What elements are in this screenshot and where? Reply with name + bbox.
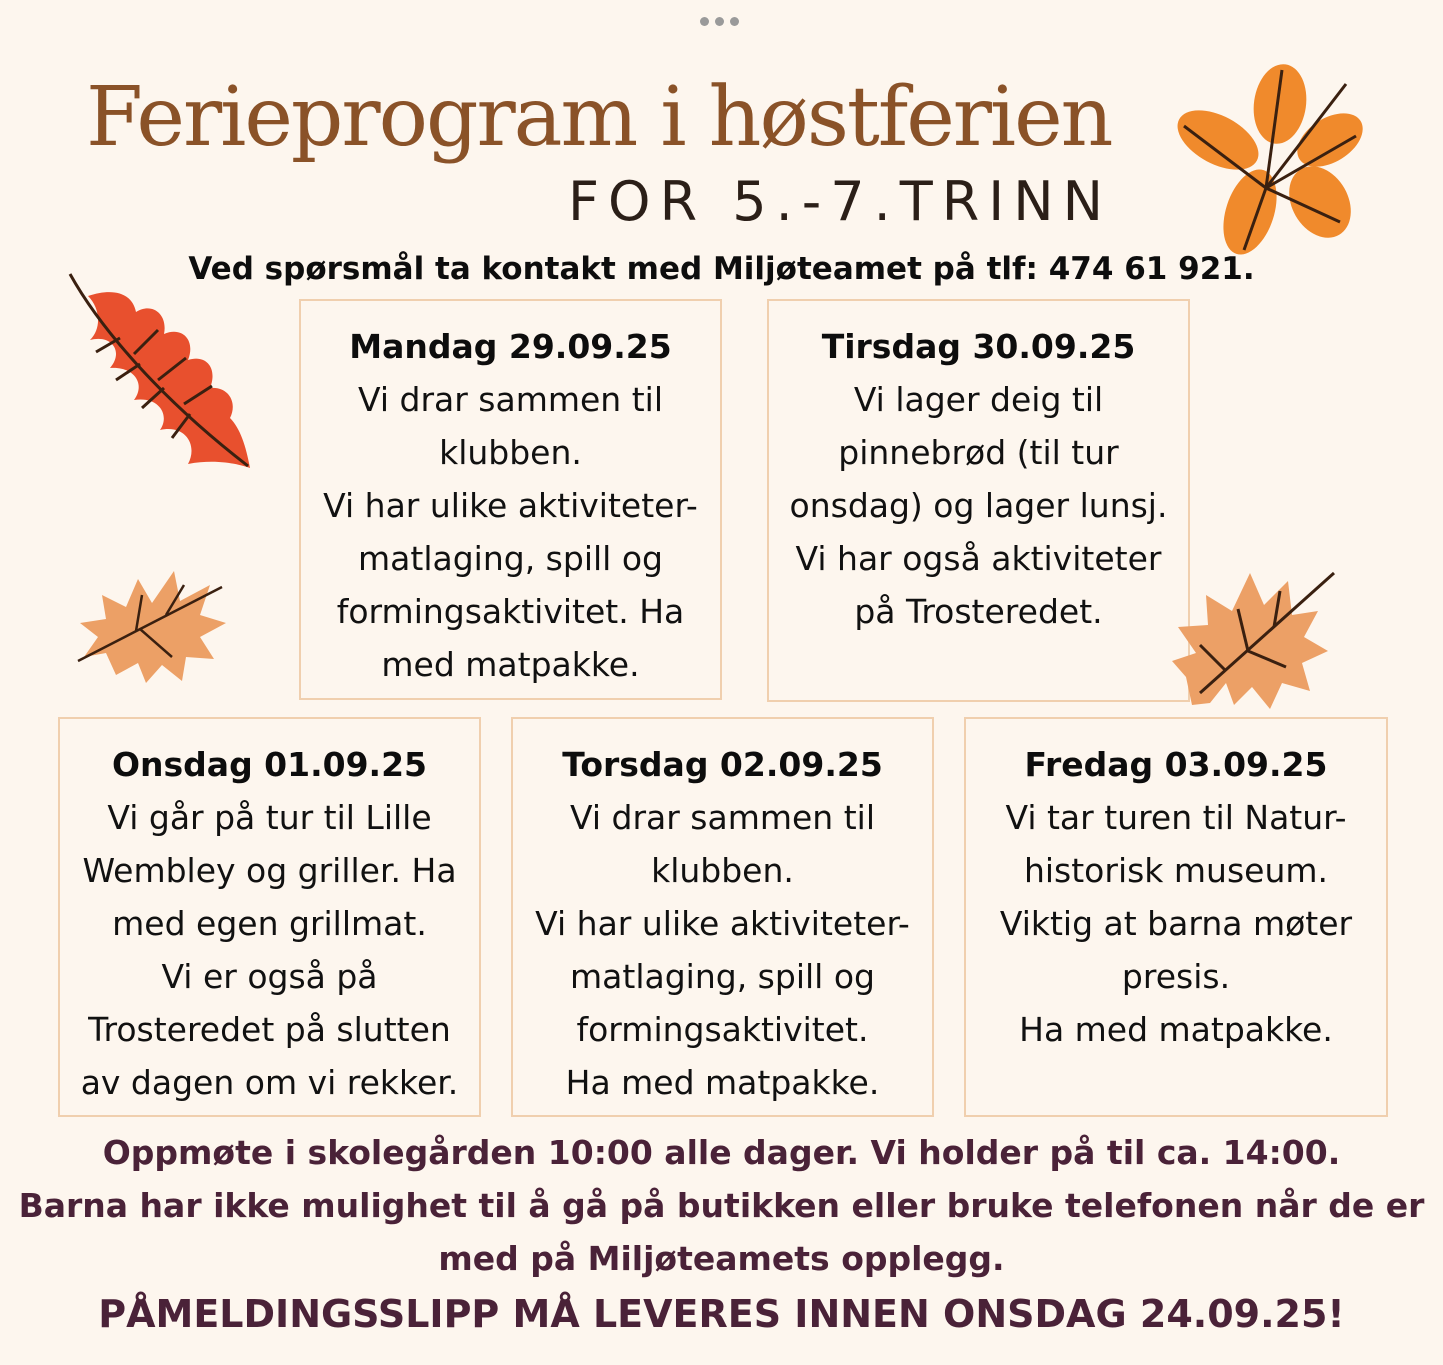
description-line: Vi har ulike aktiviteter-	[323, 486, 698, 525]
signup-deadline: PÅMELDINGSSLIPP MÅ LEVERES INNEN ONSDAG 24.09.25!	[98, 1292, 1345, 1336]
description-line: presis.	[1121, 957, 1231, 996]
description-line: av dagen om vi rekker.	[80, 1063, 459, 1102]
practical-info	[0, 1126, 1443, 1285]
day-description	[769, 373, 1188, 638]
description-line: Ha med matpakke.	[1019, 1010, 1333, 1049]
description-line: formingsaktivitet.	[576, 1010, 869, 1049]
day-card-wednesday	[58, 717, 481, 1117]
description-line: formingsaktivitet. Ha	[336, 592, 685, 631]
day-description	[513, 791, 932, 1109]
description-line: Vi drar sammen til	[570, 798, 875, 837]
orange-leaf-icon	[1170, 62, 1370, 262]
peach-maple-leaf-icon	[1170, 565, 1340, 715]
description-line: pinnebrød (til tur	[838, 433, 1119, 472]
description-line: klubben.	[651, 851, 794, 890]
description-line: på Trosteredet.	[854, 592, 1103, 631]
day-heading: Tirsdag 30.09.25	[821, 327, 1136, 366]
info-line: Barna har ikke mulighet til å gå på butikken eller bruke telefonen når de er	[18, 1186, 1425, 1225]
day-card-friday	[964, 717, 1388, 1117]
description-line: med matpakke.	[381, 645, 640, 684]
contact-info: Ved spørsmål ta kontakt med Miljøteamet på tlf: 474 61 921.	[188, 251, 1255, 287]
description-line: Vi går på tur til Lille	[107, 798, 432, 837]
day-description	[301, 373, 720, 691]
peach-maple-leaf-icon	[76, 565, 231, 685]
description-line: Vi er også på	[161, 957, 378, 996]
description-line: matlaging, spill og	[570, 957, 875, 996]
red-oak-leaf-icon	[60, 268, 260, 478]
day-heading: Onsdag 01.09.25	[111, 745, 428, 784]
description-line: Vi tar turen til Natur-	[1005, 798, 1347, 837]
description-line: med egen grillmat.	[112, 904, 427, 943]
info-line: Oppmøte i skolegården 10:00 alle dager. Vi holder på til ca. 14:00.	[102, 1133, 1341, 1172]
description-line: Vi drar sammen til	[358, 380, 663, 419]
description-line: Wembley og griller. Ha	[82, 851, 457, 890]
description-line: Ha med matpakke.	[565, 1063, 880, 1102]
info-line: med på Miljøteamets opplegg.	[438, 1239, 1005, 1278]
page-subtitle: FOR 5.-7.TRINN	[568, 170, 1112, 233]
day-description	[60, 791, 479, 1109]
day-card-monday	[299, 299, 722, 700]
day-heading: Fredag 03.09.25	[1024, 745, 1328, 784]
day-heading: Mandag 29.09.25	[349, 327, 672, 366]
more-dots-icon[interactable]	[700, 17, 739, 26]
description-line: Vi lager deig til	[853, 380, 1104, 419]
day-card-thursday	[511, 717, 934, 1117]
day-description	[966, 791, 1386, 1056]
description-line: onsdag) og lager lunsj.	[789, 486, 1168, 525]
page-title: Ferieprogram i høstferien	[86, 70, 1112, 165]
description-line: historisk museum.	[1023, 851, 1329, 890]
description-line: Vi har også aktiviteter	[795, 539, 1162, 578]
day-card-tuesday	[767, 299, 1190, 702]
description-line: Vi har ulike aktiviteter-	[535, 904, 910, 943]
description-line: matlaging, spill og	[358, 539, 663, 578]
description-line: Trosteredet på slutten	[88, 1010, 451, 1049]
description-line: Viktig at barna møter	[999, 904, 1353, 943]
description-line: klubben.	[439, 433, 582, 472]
day-heading: Torsdag 02.09.25	[562, 745, 883, 784]
